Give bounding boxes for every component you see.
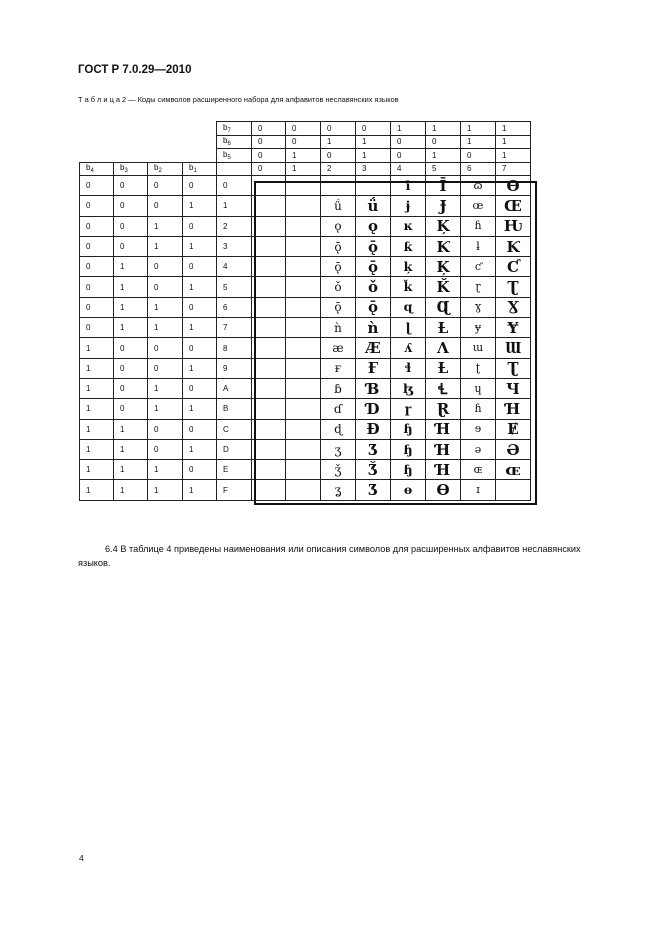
character-cell: Ɯ xyxy=(496,338,531,358)
character-cell: ɥ xyxy=(461,378,496,398)
table-row xyxy=(80,196,531,216)
character-cell: ғ xyxy=(321,358,356,378)
bit-value: 1 xyxy=(286,149,321,163)
character-cell xyxy=(286,399,321,419)
character-cell: ɉ xyxy=(391,196,426,216)
table-row xyxy=(80,480,531,500)
character-cell: Ǯ xyxy=(356,460,391,480)
character-cell: Ƚ xyxy=(426,318,461,338)
column-number: 1 xyxy=(286,162,321,176)
character-cell: ɭ xyxy=(391,318,426,338)
character-cell: Ƙ xyxy=(426,236,461,256)
character-cell: Œ xyxy=(496,196,531,216)
row-bit: 1 xyxy=(148,378,183,398)
character-cell: Ɇ xyxy=(496,419,531,439)
row-bit: 1 xyxy=(80,480,114,500)
character-cell: ʒ xyxy=(321,439,356,459)
bit-label: $b_2$ xyxy=(154,163,162,175)
character-cell: ǒ xyxy=(356,277,391,297)
character-cell: ɶ xyxy=(461,460,496,480)
row-number: 9 xyxy=(217,358,252,378)
character-cell xyxy=(286,216,321,236)
character-cell: Ʈ xyxy=(496,277,531,297)
row-bit: 0 xyxy=(80,277,114,297)
character-cell: Ʌ xyxy=(426,338,461,358)
character-cell: Ƚ xyxy=(426,358,461,378)
character-cell: Ķ xyxy=(426,216,461,236)
column-number: 5 xyxy=(426,162,461,176)
bit-label: $b_3$ xyxy=(120,163,128,175)
page-number: 4 xyxy=(79,853,84,863)
table-row xyxy=(80,460,531,480)
row-bit: 0 xyxy=(80,257,114,277)
character-cell xyxy=(252,480,286,500)
character-cell: Ɣ xyxy=(496,297,531,317)
row-bit: 0 xyxy=(114,176,148,196)
bit-value: 0 xyxy=(252,122,286,136)
character-cell: Ɦ xyxy=(426,439,461,459)
low-bit-header xyxy=(183,162,217,176)
row-bit: 1 xyxy=(114,318,148,338)
row-bit: 1 xyxy=(183,277,217,297)
row-bit: 0 xyxy=(183,338,217,358)
row-bit: 0 xyxy=(183,176,217,196)
row-bit: 0 xyxy=(148,196,183,216)
bit-value: 0 xyxy=(321,149,356,163)
character-cell: ǭ xyxy=(356,257,391,277)
character-cell: Ǩ xyxy=(426,277,461,297)
character-cell: ɏ xyxy=(461,318,496,338)
character-cell: ǩ xyxy=(391,277,426,297)
character-cell xyxy=(356,176,391,196)
document-header: ГОСТ Р 7.0.29—2010 xyxy=(78,64,192,76)
character-cell: ɘ xyxy=(461,419,496,439)
character-cell: ɧ xyxy=(391,419,426,439)
character-cell: ɧ xyxy=(391,460,426,480)
character-cell xyxy=(286,460,321,480)
character-cell: ī xyxy=(391,176,426,196)
row-bit: 0 xyxy=(148,176,183,196)
character-cell: ʈ xyxy=(461,358,496,378)
table-row xyxy=(80,439,531,459)
row-bit: 1 xyxy=(148,318,183,338)
character-cell: Ɉ xyxy=(426,196,461,216)
row-number: 8 xyxy=(217,338,252,358)
bit-label: $b_5$ xyxy=(223,149,231,161)
character-cell: Ī xyxy=(426,176,461,196)
character-cell xyxy=(252,277,286,297)
character-cell xyxy=(252,257,286,277)
character-cell: œ xyxy=(461,196,496,216)
row-bit: 1 xyxy=(114,480,148,500)
character-cell: Ƈ xyxy=(496,257,531,277)
table-row xyxy=(80,176,531,196)
character-cell xyxy=(286,257,321,277)
bit-value: 1 xyxy=(461,122,496,136)
character-cell xyxy=(286,378,321,398)
row-bit: 1 xyxy=(80,419,114,439)
row-bit: 1 xyxy=(183,480,217,500)
low-bit-header xyxy=(148,162,183,176)
row-bit: 1 xyxy=(114,419,148,439)
table-row xyxy=(80,297,531,317)
bit-value: 0 xyxy=(426,135,461,149)
character-cell xyxy=(252,176,286,196)
character-cell: ǫ xyxy=(356,216,391,236)
row-bit: 0 xyxy=(183,297,217,317)
table-row xyxy=(80,358,531,378)
character-cell xyxy=(252,236,286,256)
character-cell xyxy=(286,176,321,196)
character-cell: æ xyxy=(321,338,356,358)
row-number: A xyxy=(217,378,252,398)
bit-header-label xyxy=(217,122,252,136)
bit-value: 1 xyxy=(426,149,461,163)
row-bit: 1 xyxy=(148,480,183,500)
table-row xyxy=(80,236,531,256)
row-bit: 1 xyxy=(80,378,114,398)
character-cell xyxy=(252,196,286,216)
bit-header-label xyxy=(217,149,252,163)
bit-value: 0 xyxy=(391,149,426,163)
row-bit: 1 xyxy=(183,318,217,338)
character-cell: Ɽ xyxy=(426,399,461,419)
character-cell xyxy=(252,399,286,419)
row-bit: 0 xyxy=(114,338,148,358)
character-cell: ĸ xyxy=(391,216,426,236)
character-cell: ƙ xyxy=(391,236,426,256)
character-cell: Æ xyxy=(356,338,391,358)
character-cell: Ғ xyxy=(356,358,391,378)
bit-header-row xyxy=(80,122,531,136)
character-cell xyxy=(286,439,321,459)
character-cell: Ɵ xyxy=(426,480,461,500)
row-bit: 0 xyxy=(183,419,217,439)
character-cell: ǭ xyxy=(321,236,356,256)
character-cell: ǹ xyxy=(321,318,356,338)
row-number: 2 xyxy=(217,216,252,236)
character-cell xyxy=(286,419,321,439)
bit-value: 0 xyxy=(461,149,496,163)
column-number: 4 xyxy=(391,162,426,176)
row-bit: 1 xyxy=(80,460,114,480)
character-cell: ǭ xyxy=(321,297,356,317)
column-number: 2 xyxy=(321,162,356,176)
character-cell: Ƙ xyxy=(496,236,531,256)
row-bit: 0 xyxy=(183,460,217,480)
character-cell: ǹ xyxy=(356,318,391,338)
row-bit: 1 xyxy=(148,216,183,236)
row-bit: 0 xyxy=(114,399,148,419)
row-bit: 0 xyxy=(148,439,183,459)
bit-value: 1 xyxy=(496,122,531,136)
bit-header-row xyxy=(80,135,531,149)
character-cell: ǘ xyxy=(356,196,391,216)
row-bit: 0 xyxy=(183,257,217,277)
row-bit: 1 xyxy=(114,257,148,277)
row-bit: 0 xyxy=(114,216,148,236)
character-cell xyxy=(286,196,321,216)
column-number: 3 xyxy=(356,162,391,176)
row-number: 1 xyxy=(217,196,252,216)
row-number: 5 xyxy=(217,277,252,297)
character-cell: Ķ xyxy=(426,257,461,277)
row-bit: 1 xyxy=(183,196,217,216)
row-bit: 0 xyxy=(80,196,114,216)
character-cell xyxy=(252,419,286,439)
table-row xyxy=(80,419,531,439)
character-cell: ķ xyxy=(391,257,426,277)
character-cell: ǭ xyxy=(321,257,356,277)
character-cell xyxy=(252,338,286,358)
character-cell xyxy=(286,277,321,297)
row-bit: 1 xyxy=(80,439,114,459)
character-cell xyxy=(252,297,286,317)
row-bit: 0 xyxy=(80,216,114,236)
character-cell: Ʒ xyxy=(356,480,391,500)
character-cell: ƚ xyxy=(461,236,496,256)
row-bit: 0 xyxy=(148,358,183,378)
row-bit: 1 xyxy=(183,399,217,419)
row-bit: 1 xyxy=(148,460,183,480)
row-bit: 0 xyxy=(114,196,148,216)
character-cell xyxy=(252,378,286,398)
bit-value: 1 xyxy=(496,135,531,149)
row-bit: 1 xyxy=(114,460,148,480)
row-bit: 0 xyxy=(114,378,148,398)
character-cell: Ƕ xyxy=(496,216,531,236)
table-row xyxy=(80,378,531,398)
row-bit: 0 xyxy=(114,358,148,378)
row-number: C xyxy=(217,419,252,439)
character-cell: ɯ xyxy=(461,338,496,358)
bit-value: 1 xyxy=(356,149,391,163)
bit-label: $b_1$ xyxy=(189,163,197,175)
character-cell: Ɏ xyxy=(496,318,531,338)
table-row xyxy=(80,257,531,277)
character-cell: Ɵ xyxy=(496,176,531,196)
character-cell: ǘ xyxy=(321,196,356,216)
character-cell: Ə xyxy=(496,439,531,459)
bit-value: 0 xyxy=(252,135,286,149)
character-cell xyxy=(496,480,531,500)
row-number: 4 xyxy=(217,257,252,277)
row-bit: 0 xyxy=(80,297,114,317)
bit-value: 0 xyxy=(321,122,356,136)
character-cell: ɗ xyxy=(321,399,356,419)
bit-label: $b_6$ xyxy=(223,136,231,148)
row-number: 6 xyxy=(217,297,252,317)
character-cell: Ʒ xyxy=(356,439,391,459)
row-bit: 0 xyxy=(80,176,114,196)
character-cell xyxy=(252,216,286,236)
paragraph-6-4: 6.4 В таблице 4 приведены наименования или описания символов для расширенных алфавитов неславянских языков. xyxy=(78,544,581,568)
bit-value: 1 xyxy=(496,149,531,163)
character-cell: ɽ xyxy=(461,277,496,297)
bit-value: 1 xyxy=(426,122,461,136)
table-caption: Т а б л и ц а 2 — Коды символов расширенного набора для алфавитов неславянских языков xyxy=(78,95,399,104)
character-cell: ɪ xyxy=(461,480,496,500)
character-cell xyxy=(286,297,321,317)
character-cell: ǫ xyxy=(321,216,356,236)
character-cell: ɓ xyxy=(321,378,356,398)
column-number: 7 xyxy=(496,162,531,176)
character-cell xyxy=(252,318,286,338)
row-bit: 0 xyxy=(114,236,148,256)
character-cell: Ʈ xyxy=(496,358,531,378)
character-cell: Ɦ xyxy=(426,419,461,439)
row-bit: 1 xyxy=(114,439,148,459)
character-cell: ɮ xyxy=(391,378,426,398)
character-cell: ɧ xyxy=(391,439,426,459)
row-number: F xyxy=(217,480,252,500)
character-cell: ɋ xyxy=(391,297,426,317)
row-bit: 0 xyxy=(148,338,183,358)
character-cell xyxy=(286,358,321,378)
character-cell xyxy=(286,318,321,338)
character-cell: ə xyxy=(461,439,496,459)
character-cell: ǯ xyxy=(321,460,356,480)
character-cell: ƈ xyxy=(461,257,496,277)
row-bit: 1 xyxy=(148,236,183,256)
bit-value: 1 xyxy=(461,135,496,149)
row-bit: 0 xyxy=(148,277,183,297)
character-cell: ʎ xyxy=(391,338,426,358)
table-row xyxy=(80,216,531,236)
row-number: D xyxy=(217,439,252,459)
column-header-row xyxy=(80,162,531,176)
table-row xyxy=(80,399,531,419)
character-cell xyxy=(286,338,321,358)
bit-value: 0 xyxy=(286,122,321,136)
character-cell: Ɦ xyxy=(496,399,531,419)
row-bit: 1 xyxy=(148,297,183,317)
table-row xyxy=(80,318,531,338)
row-number: E xyxy=(217,460,252,480)
bit-value: 1 xyxy=(391,122,426,136)
bit-value: 1 xyxy=(321,135,356,149)
bit-header-row xyxy=(80,149,531,163)
row-bit: 1 xyxy=(80,358,114,378)
character-cell: Ɋ xyxy=(426,297,461,317)
bit-value: 0 xyxy=(391,135,426,149)
character-cell: ǭ xyxy=(356,297,391,317)
row-bit: 0 xyxy=(148,419,183,439)
row-bit: 1 xyxy=(80,338,114,358)
character-cell: ɖ xyxy=(321,419,356,439)
row-bit: 1 xyxy=(148,399,183,419)
character-cell xyxy=(252,460,286,480)
character-cell: Ɦ xyxy=(426,460,461,480)
row-number: 3 xyxy=(217,236,252,256)
character-cell xyxy=(321,176,356,196)
character-cell xyxy=(286,480,321,500)
row-bit: 1 xyxy=(114,297,148,317)
bit-label: $b_4$ xyxy=(86,163,94,175)
character-cell: ɦ xyxy=(461,399,496,419)
bit-value: 0 xyxy=(252,149,286,163)
bit-value: 0 xyxy=(286,135,321,149)
character-cell: ɬ xyxy=(391,358,426,378)
column-number: 6 xyxy=(461,162,496,176)
bit-value: 1 xyxy=(356,135,391,149)
character-cell: ɦ xyxy=(461,216,496,236)
character-cell: Ɥ xyxy=(496,378,531,398)
row-bit: 0 xyxy=(183,216,217,236)
character-cell xyxy=(252,358,286,378)
character-cell: ɼ xyxy=(391,399,426,419)
character-cell: ɷ xyxy=(461,176,496,196)
row-bit: 0 xyxy=(80,236,114,256)
table-row xyxy=(80,338,531,358)
character-cell: Ɖ xyxy=(356,419,391,439)
row-bit: 0 xyxy=(183,378,217,398)
row-bit: 1 xyxy=(183,236,217,256)
character-cell: ɶ xyxy=(496,460,531,480)
row-bit: 0 xyxy=(148,257,183,277)
character-code-table xyxy=(79,121,531,501)
low-bit-header xyxy=(114,162,148,176)
bit-value: 0 xyxy=(356,122,391,136)
bit-label: $b_7$ xyxy=(223,122,231,134)
character-cell: ʓ xyxy=(321,480,356,500)
row-bit: 1 xyxy=(80,399,114,419)
row-bit: 0 xyxy=(80,318,114,338)
row-number: 0 xyxy=(217,176,252,196)
character-cell: ǭ xyxy=(356,236,391,256)
row-number: 7 xyxy=(217,318,252,338)
character-cell: Ɗ xyxy=(356,399,391,419)
row-bit: 1 xyxy=(183,358,217,378)
column-number: 0 xyxy=(252,162,286,176)
character-cell: Ɓ xyxy=(356,378,391,398)
character-cell xyxy=(286,236,321,256)
table-row xyxy=(80,277,531,297)
character-cell: Ɬ xyxy=(426,378,461,398)
character-cell: ǒ xyxy=(321,277,356,297)
character-cell: ɣ xyxy=(461,297,496,317)
character-cell xyxy=(252,439,286,459)
row-number: B xyxy=(217,399,252,419)
row-bit: 1 xyxy=(183,439,217,459)
character-cell: ɵ xyxy=(391,480,426,500)
bit-header-label xyxy=(217,135,252,149)
low-bit-header xyxy=(80,162,114,176)
row-bit: 1 xyxy=(114,277,148,297)
